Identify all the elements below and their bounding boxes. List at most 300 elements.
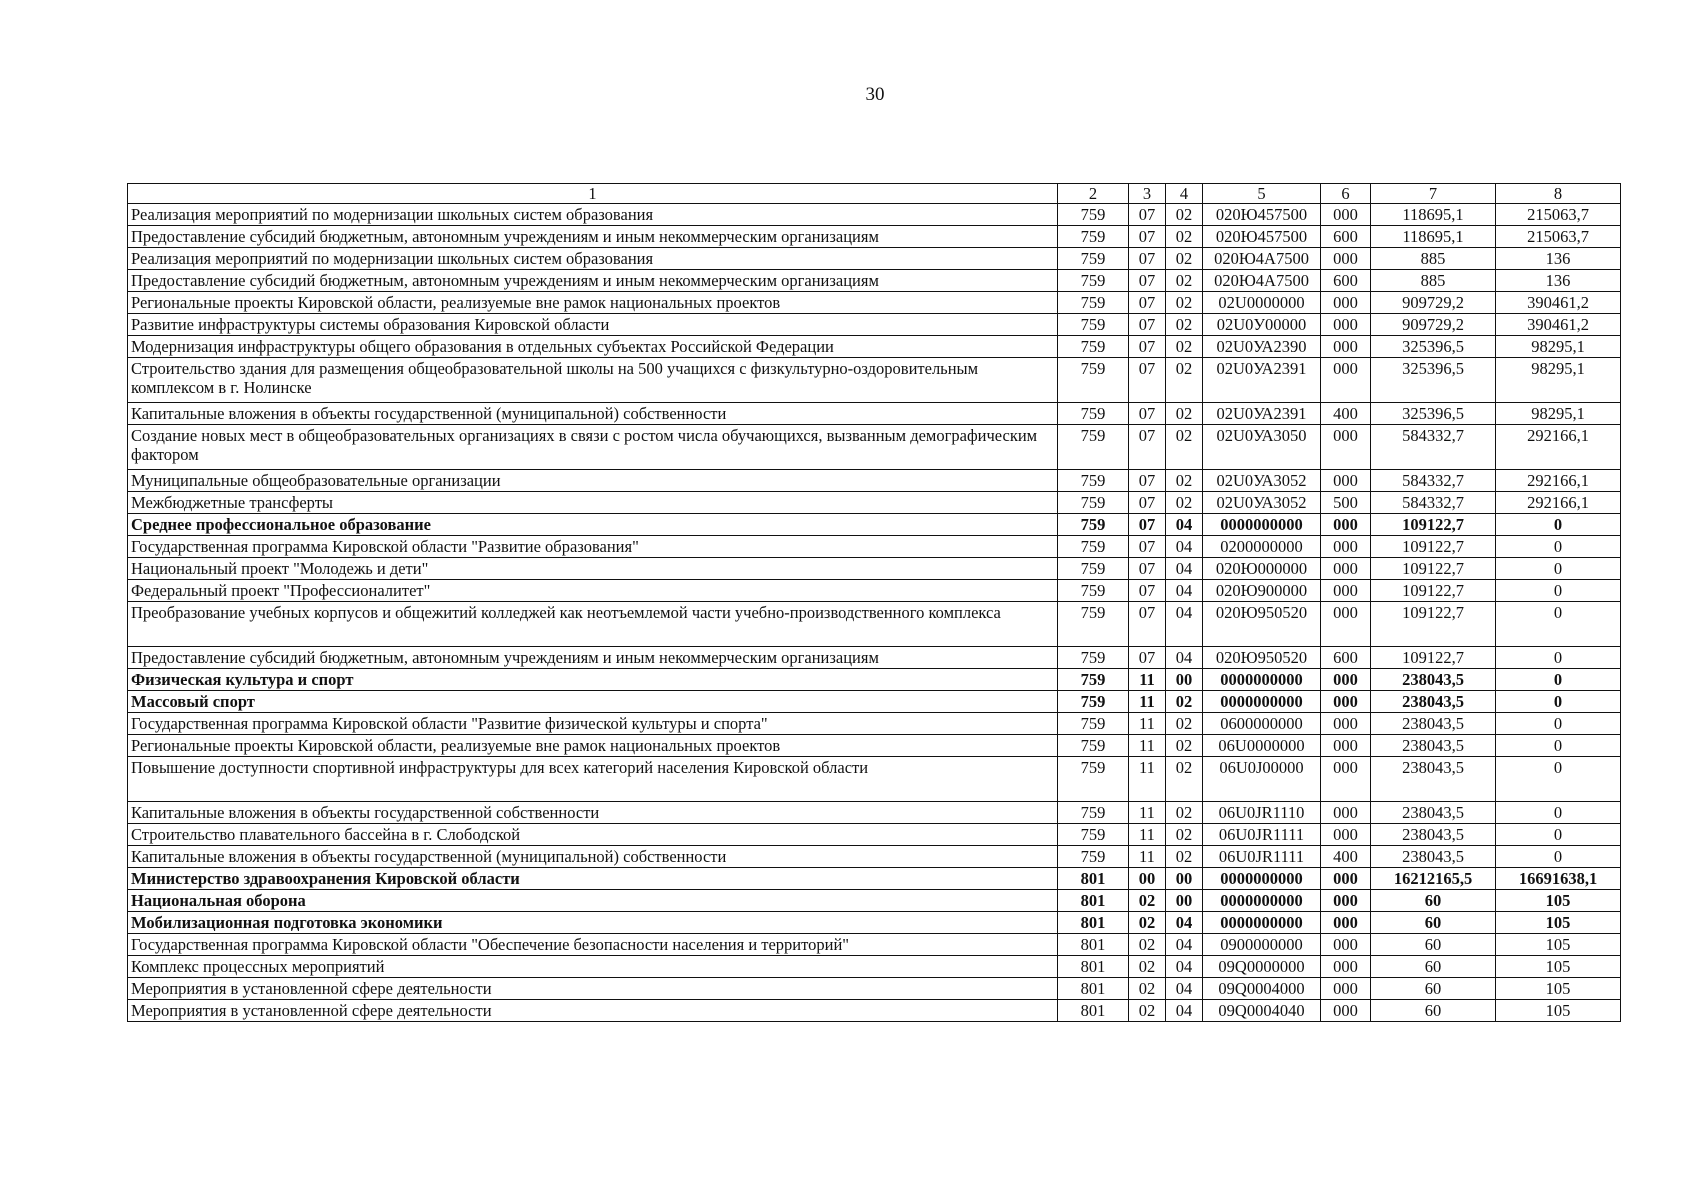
row-code-2-cell: 759 [1058,713,1129,735]
table-row [128,492,1621,514]
row-code-6-cell: 400 [1321,846,1371,868]
row-code-3-cell: 07 [1129,226,1166,248]
header-cell: 4 [1166,184,1203,204]
row-code-2-cell: 759 [1058,270,1129,292]
row-name-cell: Капитальные вложения в объекты государственной собственности [128,802,1058,824]
row-name-cell: Межбюджетные трансферты [128,492,1058,514]
row-amount-8-cell: 0 [1496,580,1621,602]
row-code-6-cell: 000 [1321,978,1371,1000]
row-code-4-cell: 04 [1166,580,1203,602]
header-cell: 3 [1129,184,1166,204]
row-amount-8-cell: 105 [1496,956,1621,978]
row-code-3-cell: 07 [1129,358,1166,403]
row-amount-7-cell: 238043,5 [1371,713,1496,735]
table-row [128,846,1621,868]
row-code-2-cell: 759 [1058,204,1129,226]
row-code-6-cell: 000 [1321,890,1371,912]
row-code-5-cell: 020Ю000000 [1203,558,1321,580]
row-name-cell: Повышение доступности спортивной инфраструктуры для всех категорий населения Кировской области [128,757,1058,802]
row-amount-8-cell: 98295,1 [1496,336,1621,358]
row-code-2-cell: 801 [1058,912,1129,934]
row-amount-7-cell: 60 [1371,890,1496,912]
table-row [128,336,1621,358]
table-header-row [128,184,1621,204]
table-row [128,358,1621,403]
row-amount-7-cell: 238043,5 [1371,691,1496,713]
table-row [128,248,1621,270]
row-code-4-cell: 00 [1166,669,1203,691]
row-code-4-cell: 04 [1166,647,1203,669]
row-name-cell: Государственная программа Кировской области "Обеспечение безопасности населения и территорий" [128,934,1058,956]
row-name-cell: Капитальные вложения в объекты государственной (муниципальной) собственности [128,846,1058,868]
row-code-4-cell: 04 [1166,536,1203,558]
row-code-5-cell: 02U0УА3050 [1203,425,1321,470]
table-row [128,204,1621,226]
row-code-4-cell: 00 [1166,868,1203,890]
row-code-2-cell: 759 [1058,580,1129,602]
row-amount-7-cell: 584332,7 [1371,425,1496,470]
table-row [128,602,1621,647]
table-row [128,270,1621,292]
row-name-cell: Строительство здания для размещения общеобразовательной школы на 500 учащихся с физкультурно-оздоровительным комплексом в г. Нолинске [128,358,1058,403]
row-code-2-cell: 801 [1058,978,1129,1000]
row-amount-7-cell: 238043,5 [1371,824,1496,846]
header-cell: 2 [1058,184,1129,204]
row-code-3-cell: 07 [1129,558,1166,580]
row-code-6-cell: 000 [1321,802,1371,824]
row-code-2-cell: 759 [1058,647,1129,669]
row-amount-8-cell: 0 [1496,735,1621,757]
row-code-3-cell: 07 [1129,336,1166,358]
row-code-5-cell: 020Ю950520 [1203,602,1321,647]
row-name-cell: Реализация мероприятий по модернизации школьных систем образования [128,248,1058,270]
row-amount-8-cell: 105 [1496,912,1621,934]
row-amount-7-cell: 118695,1 [1371,226,1496,248]
row-code-2-cell: 759 [1058,757,1129,802]
row-code-6-cell: 000 [1321,602,1371,647]
row-amount-7-cell: 238043,5 [1371,669,1496,691]
row-code-5-cell: 0000000000 [1203,912,1321,934]
table-row [128,425,1621,470]
row-name-cell: Федеральный проект "Профессионалитет" [128,580,1058,602]
row-code-3-cell: 07 [1129,470,1166,492]
row-code-5-cell: 06U0JR1110 [1203,802,1321,824]
row-code-3-cell: 07 [1129,514,1166,536]
row-code-6-cell: 600 [1321,647,1371,669]
row-amount-8-cell: 105 [1496,934,1621,956]
row-code-2-cell: 801 [1058,934,1129,956]
row-code-5-cell: 09Q0000000 [1203,956,1321,978]
row-amount-7-cell: 325396,5 [1371,336,1496,358]
row-amount-8-cell: 105 [1496,1000,1621,1022]
row-code-4-cell: 04 [1166,602,1203,647]
row-code-4-cell: 02 [1166,735,1203,757]
row-code-3-cell: 07 [1129,536,1166,558]
row-name-cell: Модернизация инфраструктуры общего образования в отдельных субъектах Российской Федерации [128,336,1058,358]
table-row [128,558,1621,580]
row-code-3-cell: 11 [1129,802,1166,824]
row-code-3-cell: 07 [1129,647,1166,669]
row-amount-8-cell: 0 [1496,669,1621,691]
row-code-2-cell: 759 [1058,314,1129,336]
row-code-6-cell: 000 [1321,824,1371,846]
row-amount-7-cell: 584332,7 [1371,470,1496,492]
row-code-2-cell: 801 [1058,956,1129,978]
row-code-3-cell: 07 [1129,492,1166,514]
row-code-5-cell: 06U0000000 [1203,735,1321,757]
row-code-3-cell: 02 [1129,978,1166,1000]
row-code-5-cell: 020Ю4А7500 [1203,270,1321,292]
row-code-4-cell: 02 [1166,336,1203,358]
header-cell: 1 [128,184,1058,204]
row-code-5-cell: 02U0УА3052 [1203,492,1321,514]
row-name-cell: Национальный проект "Молодежь и дети" [128,558,1058,580]
row-amount-7-cell: 238043,5 [1371,846,1496,868]
row-amount-7-cell: 909729,2 [1371,292,1496,314]
row-code-6-cell: 000 [1321,248,1371,270]
row-code-6-cell: 400 [1321,403,1371,425]
row-code-3-cell: 11 [1129,691,1166,713]
row-amount-8-cell: 105 [1496,978,1621,1000]
row-code-4-cell: 00 [1166,890,1203,912]
row-code-3-cell: 07 [1129,292,1166,314]
table-row [128,536,1621,558]
table-row [128,226,1621,248]
table-row [128,669,1621,691]
row-name-cell: Комплекс процессных мероприятий [128,956,1058,978]
table-row [128,890,1621,912]
row-code-4-cell: 02 [1166,425,1203,470]
row-amount-8-cell: 0 [1496,713,1621,735]
row-code-5-cell: 02U0УА2390 [1203,336,1321,358]
table-row [128,314,1621,336]
row-code-5-cell: 02U0УА2391 [1203,403,1321,425]
row-code-3-cell: 02 [1129,890,1166,912]
row-code-6-cell: 000 [1321,757,1371,802]
row-amount-8-cell: 105 [1496,890,1621,912]
row-amount-7-cell: 238043,5 [1371,757,1496,802]
row-amount-8-cell: 292166,1 [1496,425,1621,470]
row-code-2-cell: 759 [1058,802,1129,824]
header-cell: 5 [1203,184,1321,204]
row-code-4-cell: 02 [1166,270,1203,292]
row-code-5-cell: 020Ю900000 [1203,580,1321,602]
row-amount-8-cell: 215063,7 [1496,204,1621,226]
row-code-2-cell: 759 [1058,336,1129,358]
row-amount-8-cell: 0 [1496,602,1621,647]
row-amount-8-cell: 0 [1496,691,1621,713]
row-amount-7-cell: 584332,7 [1371,492,1496,514]
row-code-3-cell: 07 [1129,270,1166,292]
row-code-3-cell: 07 [1129,425,1166,470]
row-code-6-cell: 000 [1321,669,1371,691]
row-amount-7-cell: 109122,7 [1371,602,1496,647]
row-name-cell: Мероприятия в установленной сфере деятельности [128,1000,1058,1022]
row-code-6-cell: 000 [1321,713,1371,735]
row-code-6-cell: 000 [1321,912,1371,934]
row-code-4-cell: 02 [1166,691,1203,713]
row-code-3-cell: 11 [1129,713,1166,735]
row-code-5-cell: 0000000000 [1203,669,1321,691]
header-cell: 8 [1496,184,1621,204]
row-name-cell: Капитальные вложения в объекты государственной (муниципальной) собственности [128,403,1058,425]
row-name-cell: Министерство здравоохранения Кировской области [128,868,1058,890]
table-row [128,713,1621,735]
row-amount-8-cell: 292166,1 [1496,492,1621,514]
table-row [128,647,1621,669]
row-name-cell: Предоставление субсидий бюджетным, автономным учреждениям и иным некоммерческим организациям [128,226,1058,248]
row-code-2-cell: 759 [1058,226,1129,248]
row-name-cell: Региональные проекты Кировской области, реализуемые вне рамок национальных проектов [128,292,1058,314]
table-row [128,514,1621,536]
row-code-3-cell: 11 [1129,757,1166,802]
row-amount-8-cell: 136 [1496,270,1621,292]
row-code-4-cell: 02 [1166,226,1203,248]
row-code-5-cell: 020Ю457500 [1203,204,1321,226]
row-code-2-cell: 759 [1058,470,1129,492]
row-code-2-cell: 759 [1058,669,1129,691]
row-code-5-cell: 0200000000 [1203,536,1321,558]
row-code-4-cell: 02 [1166,846,1203,868]
row-code-4-cell: 04 [1166,912,1203,934]
row-code-5-cell: 06U0J00000 [1203,757,1321,802]
row-name-cell: Региональные проекты Кировской области, реализуемые вне рамок национальных проектов [128,735,1058,757]
row-code-5-cell: 020Ю950520 [1203,647,1321,669]
row-code-6-cell: 600 [1321,226,1371,248]
row-code-2-cell: 759 [1058,358,1129,403]
row-code-5-cell: 0000000000 [1203,868,1321,890]
table-row [128,934,1621,956]
table-row [128,868,1621,890]
row-code-3-cell: 02 [1129,934,1166,956]
row-code-2-cell: 801 [1058,1000,1129,1022]
row-amount-7-cell: 60 [1371,934,1496,956]
row-code-2-cell: 759 [1058,691,1129,713]
row-name-cell: Создание новых мест в общеобразовательных организациях в связи с ростом числа обучающихся, вызванным демографическим фактором [128,425,1058,470]
row-code-5-cell: 09Q0004000 [1203,978,1321,1000]
row-code-2-cell: 759 [1058,558,1129,580]
table-row [128,956,1621,978]
row-code-3-cell: 07 [1129,580,1166,602]
row-amount-8-cell: 390461,2 [1496,314,1621,336]
row-code-5-cell: 02U0УА3052 [1203,470,1321,492]
row-amount-8-cell: 98295,1 [1496,403,1621,425]
row-code-6-cell: 000 [1321,425,1371,470]
row-code-3-cell: 00 [1129,868,1166,890]
row-code-4-cell: 04 [1166,1000,1203,1022]
row-name-cell: Предоставление субсидий бюджетным, автономным учреждениям и иным некоммерческим организациям [128,647,1058,669]
row-name-cell: Реализация мероприятий по модернизации школьных систем образования [128,204,1058,226]
row-name-cell: Государственная программа Кировской области "Развитие физической культуры и спорта" [128,713,1058,735]
row-amount-7-cell: 60 [1371,912,1496,934]
row-code-6-cell: 000 [1321,358,1371,403]
row-amount-7-cell: 118695,1 [1371,204,1496,226]
row-code-4-cell: 02 [1166,403,1203,425]
row-code-5-cell: 0000000000 [1203,890,1321,912]
header-cell: 7 [1371,184,1496,204]
row-code-2-cell: 759 [1058,846,1129,868]
row-code-4-cell: 02 [1166,713,1203,735]
row-code-2-cell: 759 [1058,425,1129,470]
header-cell: 6 [1321,184,1371,204]
row-code-3-cell: 11 [1129,824,1166,846]
row-code-5-cell: 06U0JR1111 [1203,824,1321,846]
row-amount-7-cell: 16212165,5 [1371,868,1496,890]
row-code-6-cell: 000 [1321,1000,1371,1022]
row-code-4-cell: 04 [1166,934,1203,956]
row-code-2-cell: 759 [1058,536,1129,558]
row-amount-7-cell: 60 [1371,978,1496,1000]
row-amount-7-cell: 238043,5 [1371,735,1496,757]
row-amount-7-cell: 60 [1371,956,1496,978]
row-name-cell: Государственная программа Кировской области "Развитие образования" [128,536,1058,558]
row-code-6-cell: 000 [1321,536,1371,558]
row-amount-7-cell: 325396,5 [1371,403,1496,425]
row-code-6-cell: 600 [1321,270,1371,292]
row-code-5-cell: 020Ю457500 [1203,226,1321,248]
row-amount-7-cell: 885 [1371,270,1496,292]
row-code-4-cell: 02 [1166,824,1203,846]
row-amount-8-cell: 0 [1496,802,1621,824]
row-amount-7-cell: 885 [1371,248,1496,270]
row-code-6-cell: 000 [1321,470,1371,492]
row-amount-8-cell: 136 [1496,248,1621,270]
row-code-4-cell: 02 [1166,492,1203,514]
row-code-4-cell: 04 [1166,978,1203,1000]
row-code-5-cell: 0600000000 [1203,713,1321,735]
row-name-cell: Среднее профессиональное образование [128,514,1058,536]
table-row [128,912,1621,934]
row-amount-8-cell: 0 [1496,647,1621,669]
row-amount-7-cell: 60 [1371,1000,1496,1022]
row-amount-8-cell: 390461,2 [1496,292,1621,314]
row-code-4-cell: 02 [1166,358,1203,403]
row-name-cell: Развитие инфраструктуры системы образования Кировской области [128,314,1058,336]
row-code-4-cell: 02 [1166,470,1203,492]
table-row [128,978,1621,1000]
row-code-2-cell: 759 [1058,824,1129,846]
table-row [128,735,1621,757]
row-amount-7-cell: 238043,5 [1371,802,1496,824]
row-code-3-cell: 07 [1129,602,1166,647]
row-name-cell: Предоставление субсидий бюджетным, автономным учреждениям и иным некоммерческим организациям [128,270,1058,292]
row-code-6-cell: 000 [1321,514,1371,536]
row-code-5-cell: 0000000000 [1203,691,1321,713]
table-row [128,1000,1621,1022]
table-row [128,757,1621,802]
row-code-3-cell: 02 [1129,956,1166,978]
row-code-5-cell: 02U0У00000 [1203,314,1321,336]
row-code-5-cell: 020Ю4А7500 [1203,248,1321,270]
row-name-cell: Мобилизационная подготовка экономики [128,912,1058,934]
row-code-3-cell: 07 [1129,204,1166,226]
row-code-6-cell: 000 [1321,204,1371,226]
row-amount-7-cell: 109122,7 [1371,558,1496,580]
row-amount-7-cell: 109122,7 [1371,580,1496,602]
row-code-2-cell: 759 [1058,514,1129,536]
row-name-cell: Строительство плавательного бассейна в г. Слободской [128,824,1058,846]
row-code-2-cell: 801 [1058,890,1129,912]
row-amount-8-cell: 98295,1 [1496,358,1621,403]
row-amount-8-cell: 0 [1496,846,1621,868]
row-code-3-cell: 11 [1129,669,1166,691]
row-code-4-cell: 04 [1166,514,1203,536]
row-name-cell: Массовый спорт [128,691,1058,713]
row-code-2-cell: 759 [1058,735,1129,757]
row-code-3-cell: 11 [1129,735,1166,757]
row-code-6-cell: 000 [1321,868,1371,890]
row-name-cell: Национальная оборона [128,890,1058,912]
row-code-3-cell: 11 [1129,846,1166,868]
row-amount-8-cell: 16691638,1 [1496,868,1621,890]
row-code-5-cell: 0000000000 [1203,514,1321,536]
row-code-4-cell: 02 [1166,314,1203,336]
row-amount-7-cell: 109122,7 [1371,536,1496,558]
row-code-3-cell: 07 [1129,314,1166,336]
table-row [128,691,1621,713]
row-code-4-cell: 04 [1166,956,1203,978]
row-code-4-cell: 02 [1166,802,1203,824]
row-code-2-cell: 759 [1058,292,1129,314]
row-amount-7-cell: 325396,5 [1371,358,1496,403]
row-name-cell: Муниципальные общеобразовательные организации [128,470,1058,492]
row-amount-8-cell: 215063,7 [1496,226,1621,248]
row-code-4-cell: 04 [1166,558,1203,580]
row-code-3-cell: 07 [1129,403,1166,425]
budget-table [127,183,1621,1022]
row-code-5-cell: 0900000000 [1203,934,1321,956]
row-amount-7-cell: 109122,7 [1371,647,1496,669]
row-code-6-cell: 000 [1321,558,1371,580]
row-code-5-cell: 06U0JR1111 [1203,846,1321,868]
page-number: 30 [865,84,885,105]
row-code-2-cell: 759 [1058,492,1129,514]
row-code-3-cell: 02 [1129,1000,1166,1022]
row-code-6-cell: 000 [1321,314,1371,336]
row-code-5-cell: 09Q0004040 [1203,1000,1321,1022]
row-amount-8-cell: 0 [1496,514,1621,536]
row-amount-7-cell: 909729,2 [1371,314,1496,336]
table-row [128,824,1621,846]
row-code-4-cell: 02 [1166,204,1203,226]
row-code-2-cell: 759 [1058,248,1129,270]
row-name-cell: Преобразование учебных корпусов и общежитий колледжей как неотъемлемой части учебно-производственного комплекса [128,602,1058,647]
row-amount-7-cell: 109122,7 [1371,514,1496,536]
row-amount-8-cell: 292166,1 [1496,470,1621,492]
row-code-3-cell: 07 [1129,248,1166,270]
row-code-5-cell: 02U0000000 [1203,292,1321,314]
table-row [128,580,1621,602]
row-amount-8-cell: 0 [1496,824,1621,846]
row-code-6-cell: 000 [1321,735,1371,757]
row-name-cell: Мероприятия в установленной сфере деятельности [128,978,1058,1000]
table-row [128,292,1621,314]
row-code-2-cell: 801 [1058,868,1129,890]
row-code-3-cell: 02 [1129,912,1166,934]
row-amount-8-cell: 0 [1496,757,1621,802]
row-code-6-cell: 000 [1321,336,1371,358]
row-code-5-cell: 02U0УА2391 [1203,358,1321,403]
row-code-2-cell: 759 [1058,403,1129,425]
row-code-6-cell: 000 [1321,956,1371,978]
table-row [128,403,1621,425]
row-code-2-cell: 759 [1058,602,1129,647]
row-amount-8-cell: 0 [1496,558,1621,580]
row-code-4-cell: 02 [1166,248,1203,270]
row-code-6-cell: 000 [1321,934,1371,956]
row-code-6-cell: 000 [1321,691,1371,713]
row-code-6-cell: 000 [1321,580,1371,602]
